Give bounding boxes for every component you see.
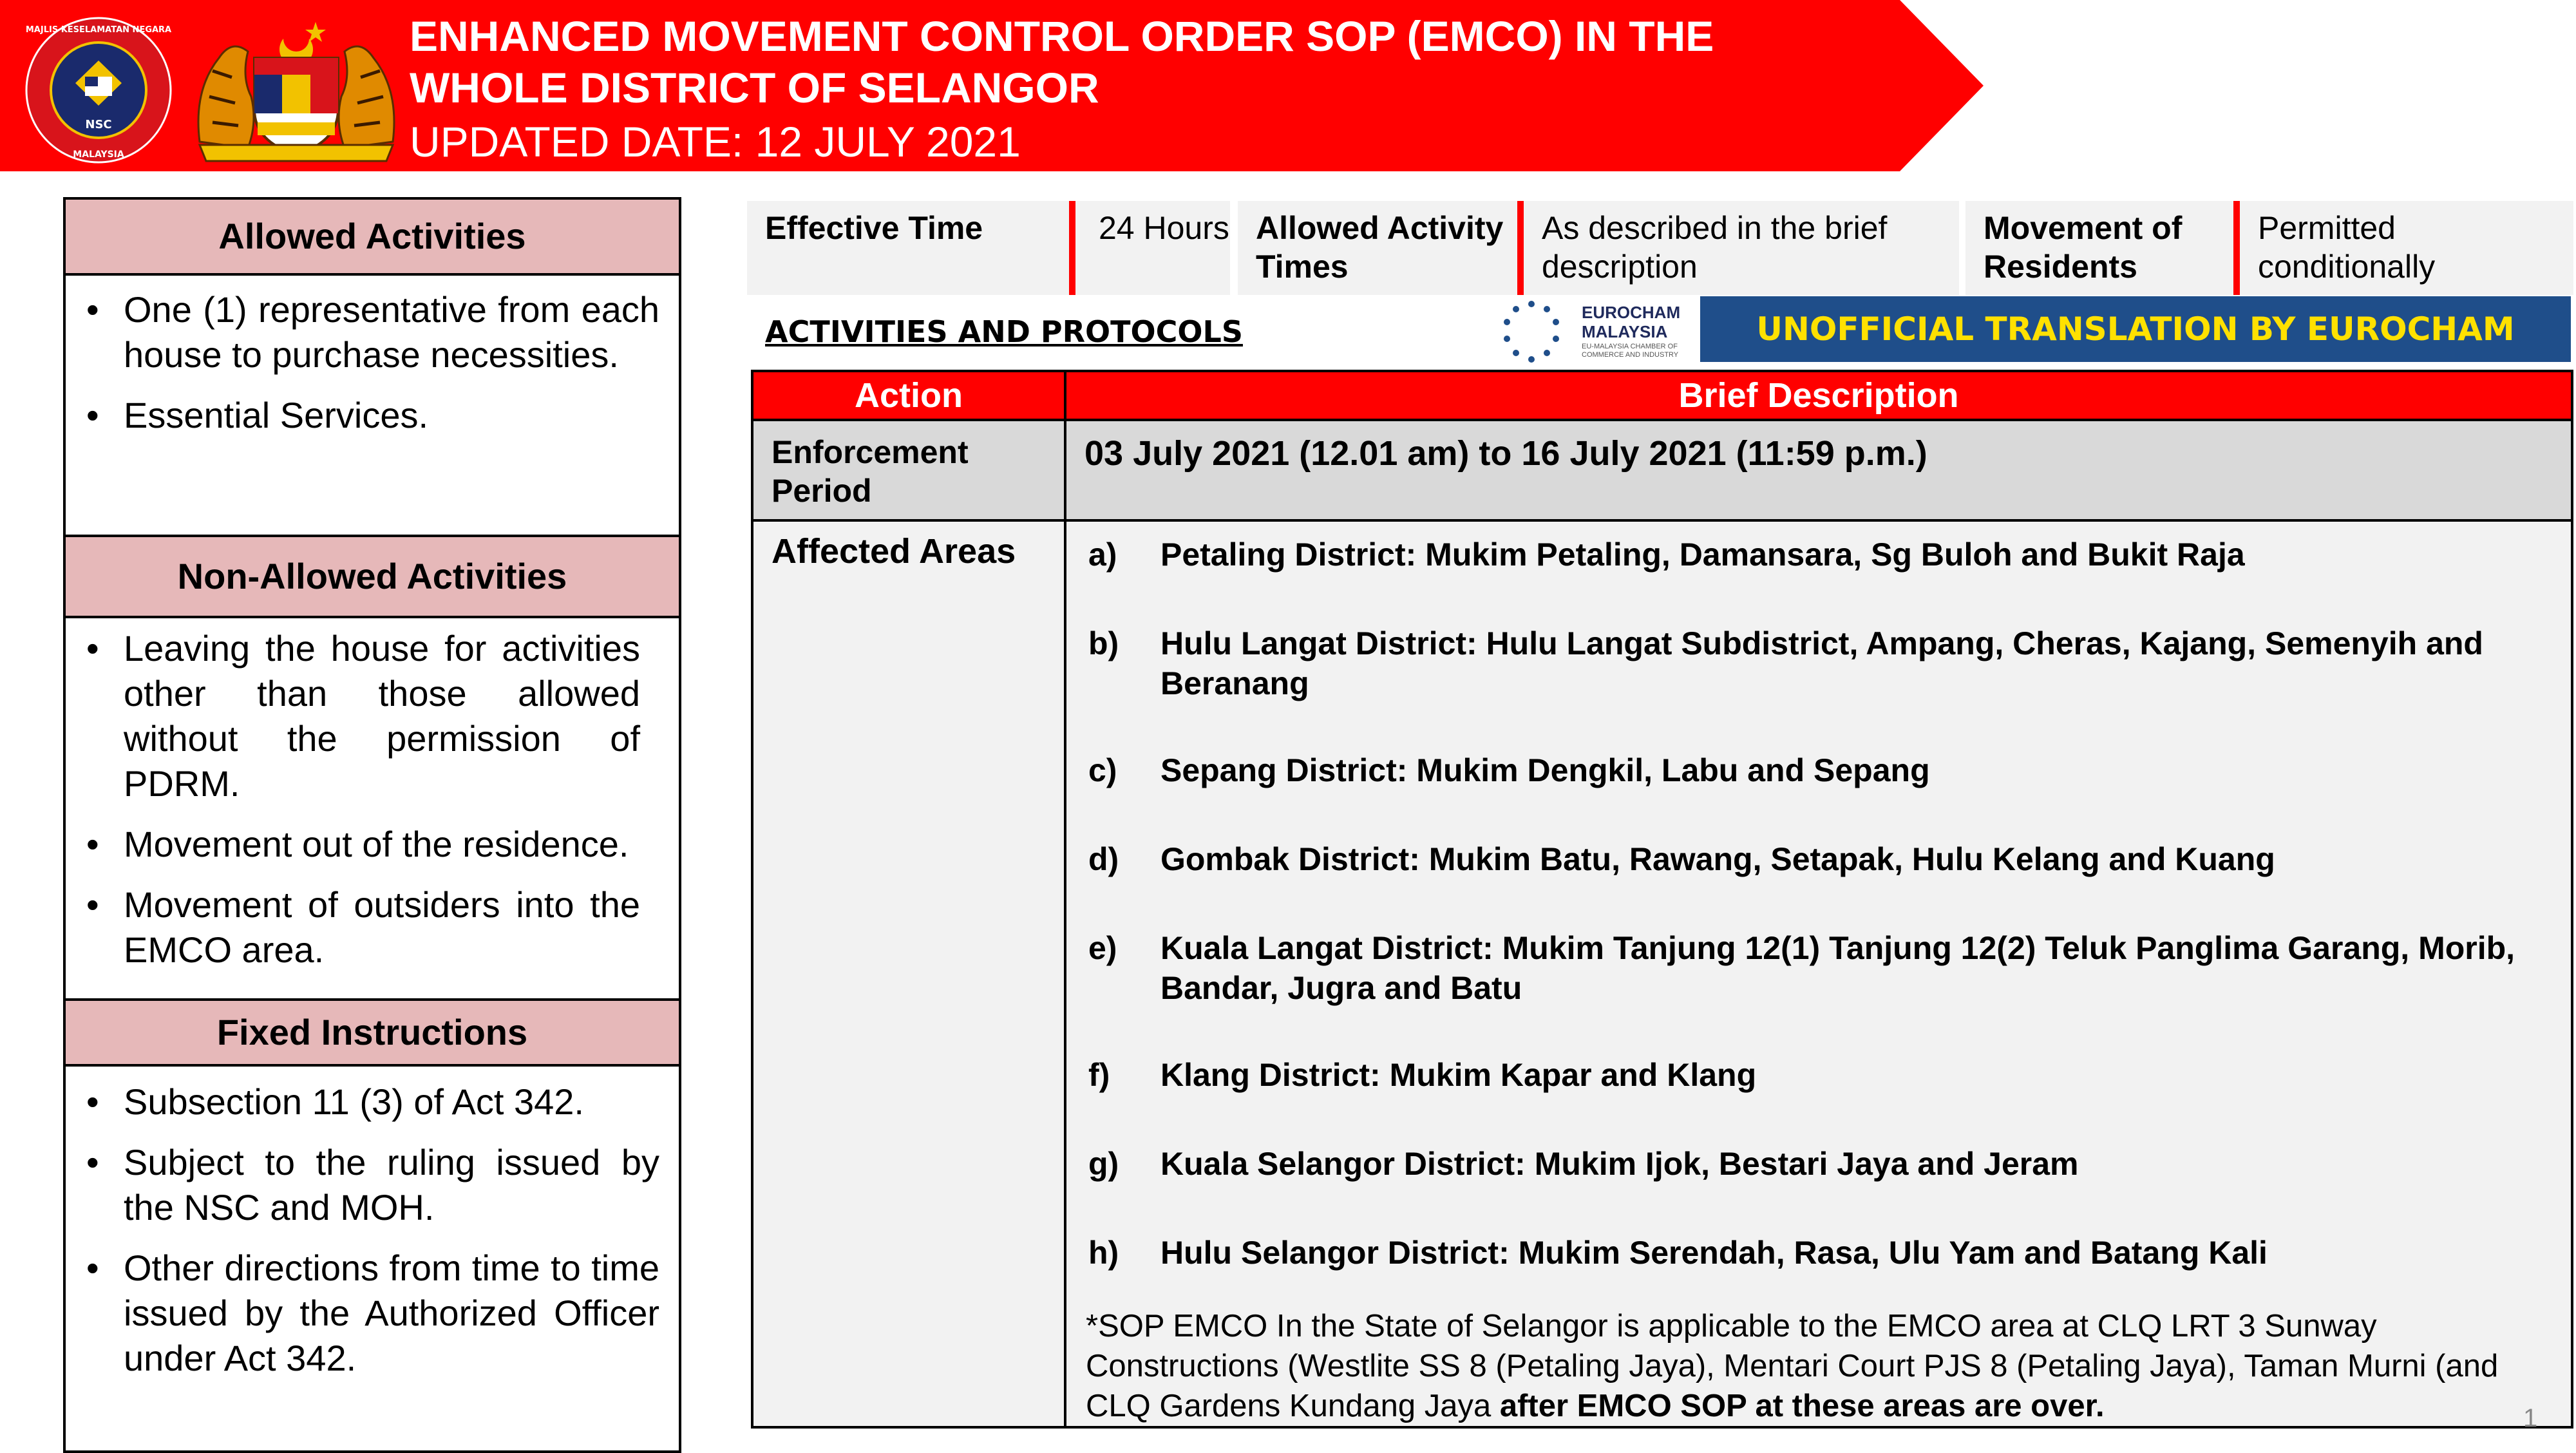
fixed-instructions-heading: Fixed Instructions bbox=[66, 998, 679, 1067]
applicability-note bbox=[1086, 1306, 2552, 1426]
divider-red bbox=[1069, 201, 1075, 295]
allowed-activities-heading: Allowed Activities bbox=[66, 197, 679, 276]
eurocham-name bbox=[1582, 303, 1680, 341]
sop-table bbox=[751, 370, 2573, 1429]
list-item: • Subject to the ruling issued by the NSC and MOH. bbox=[66, 1140, 679, 1230]
table-header-row bbox=[753, 372, 2571, 421]
divider-red bbox=[2233, 201, 2240, 295]
list-item: • Essential Services. bbox=[66, 393, 679, 438]
list-item bbox=[1088, 623, 2545, 703]
movement-of-residents-label-text: Movement of Residents bbox=[1984, 210, 2183, 285]
page-title bbox=[410, 10, 1891, 113]
list-item bbox=[1088, 1233, 2545, 1273]
list-item: • Movement of outsiders into the EMCO area. bbox=[66, 882, 659, 973]
left-panel bbox=[63, 197, 681, 1453]
list-item bbox=[1088, 750, 2545, 790]
list-item bbox=[1088, 839, 2545, 879]
effective-time-label-text: Effective Time bbox=[765, 210, 983, 246]
updated-date: UPDATED DATE: 12 JULY 2021 bbox=[410, 118, 1021, 166]
enforcement-period-value: 03 July 2021 (12.01 am) to 16 July 2021 (11:59 p.m.) bbox=[1084, 434, 1927, 473]
nsc-logo-ring-text: MAJLIS KESELAMATAN NEGARA bbox=[25, 25, 172, 35]
list-item: • One (1) representative from each house to purchase necessities. bbox=[66, 287, 679, 377]
movement-of-residents-label bbox=[1965, 201, 2233, 295]
list-marker: a) bbox=[1088, 537, 1117, 573]
list-marker: b) bbox=[1088, 625, 1119, 661]
fixed-instructions-list bbox=[66, 1079, 679, 1396]
page-number: 1 bbox=[2523, 1404, 2538, 1432]
list-marker: f) bbox=[1088, 1057, 1110, 1093]
allowed-activity-times-value: As described in the brief description bbox=[1524, 201, 1959, 295]
allowed-activity-times-label bbox=[1238, 201, 1517, 295]
list-item: • Movement out of the residence. bbox=[66, 822, 659, 867]
affected-areas-label: Affected Areas bbox=[753, 522, 1066, 1426]
list-marker: g) bbox=[1088, 1146, 1119, 1182]
movement-of-residents-value: Permitted conditionally bbox=[2240, 201, 2573, 295]
coat-of-arms-logo bbox=[187, 13, 406, 165]
area-text: Hulu Langat District: Hulu Langat Subdistrict, Ampang, Cheras, Kajang, Semenyih and Beranang bbox=[1160, 625, 2483, 701]
title-line-1: ENHANCED MOVEMENT CONTROL ORDER SOP (EMCO) IN THE bbox=[410, 12, 1714, 60]
nsc-logo-center-text: NSC bbox=[85, 118, 112, 131]
enforcement-period-label: Enforcement Period bbox=[753, 421, 1066, 519]
enforcement-period-row bbox=[753, 421, 2571, 522]
allowed-activities-list bbox=[66, 287, 679, 453]
note-emphasis: after EMCO SOP at these areas are over. bbox=[1499, 1389, 2105, 1423]
area-text: Gombak District: Mukim Batu, Rawang, Setapak, Hulu Kelang and Kuang bbox=[1160, 841, 2275, 877]
list-item bbox=[1088, 1055, 2545, 1095]
list-item bbox=[1088, 928, 2545, 1008]
list-item: • Subsection 11 (3) of Act 342. bbox=[66, 1079, 679, 1125]
eurocham-subtitle: EU-MALAYSIA CHAMBER OF COMMERCE AND INDUSTRY bbox=[1582, 343, 1679, 359]
eurocham-name-line-2: MALAYSIA bbox=[1582, 322, 1668, 341]
area-text: Sepang District: Mukim Dengkil, Labu and Sepang bbox=[1160, 752, 1930, 788]
list-item: • Leaving the house for activities other than those allowed without the permission of PDRM. bbox=[66, 626, 659, 806]
title-line-2: WHOLE DISTRICT OF SELANGOR bbox=[410, 64, 1099, 111]
area-text: Petaling District: Mukim Petaling, Damansara, Sg Buloh and Bukit Raja bbox=[1160, 537, 2245, 573]
allowed-activity-times-label-text: Allowed Activity Times bbox=[1256, 210, 1504, 285]
nsc-logo bbox=[14, 15, 183, 165]
unofficial-translation-banner: UNOFFICIAL TRANSLATION BY EUROCHAM bbox=[1700, 296, 2571, 362]
note-text: *SOP EMCO In the State of Selangor is applicable to the EMCO area at CLQ LRT 3 Sunway Constructions (Westlite SS 8 (Petaling Jaya), Mentari Court PJS 8 (Petaling Jaya), Taman Murni (and CLQ Gardens Kundang Jaya bbox=[1086, 1309, 2499, 1423]
list-marker: e) bbox=[1088, 930, 1117, 966]
effective-time-value: 24 Hours bbox=[1075, 201, 1230, 295]
list-item bbox=[1088, 1144, 2545, 1184]
area-text: Hulu Selangor District: Mukim Serendah, Rasa, Ulu Yam and Batang Kali bbox=[1160, 1235, 2268, 1271]
list-marker: d) bbox=[1088, 841, 1119, 877]
area-text: Klang District: Mukim Kapar and Klang bbox=[1160, 1057, 1757, 1093]
list-item: • Other directions from time to time issued by the Authorized Officer under Act 342. bbox=[66, 1246, 679, 1381]
effective-time-label bbox=[747, 201, 1069, 295]
area-text: Kuala Selangor District: Mukim Ijok, Bestari Jaya and Jeram bbox=[1160, 1146, 2079, 1182]
nsc-logo-bottom-text: MALAYSIA bbox=[73, 149, 124, 160]
divider-red bbox=[1517, 201, 1524, 295]
non-allowed-activities-heading: Non-Allowed Activities bbox=[66, 535, 679, 618]
list-marker: c) bbox=[1088, 752, 1117, 788]
eurocham-name-line-1: EUROCHAM bbox=[1582, 303, 1681, 322]
column-header-description: Brief Description bbox=[1678, 376, 1959, 415]
activities-protocols-label: ACTIVITIES AND PROTOCOLS bbox=[765, 314, 1243, 349]
area-text: Kuala Langat District: Mukim Tanjung 12(1) Tanjung 12(2) Teluk Panglima Garang, Morib, Bandar, Jugra and Batu bbox=[1160, 930, 2515, 1006]
column-header-action: Action bbox=[753, 372, 1066, 419]
non-allowed-activities-list bbox=[66, 626, 679, 988]
list-marker: h) bbox=[1088, 1235, 1119, 1271]
list-item bbox=[1088, 535, 2545, 575]
affected-areas-row bbox=[753, 522, 2571, 1426]
